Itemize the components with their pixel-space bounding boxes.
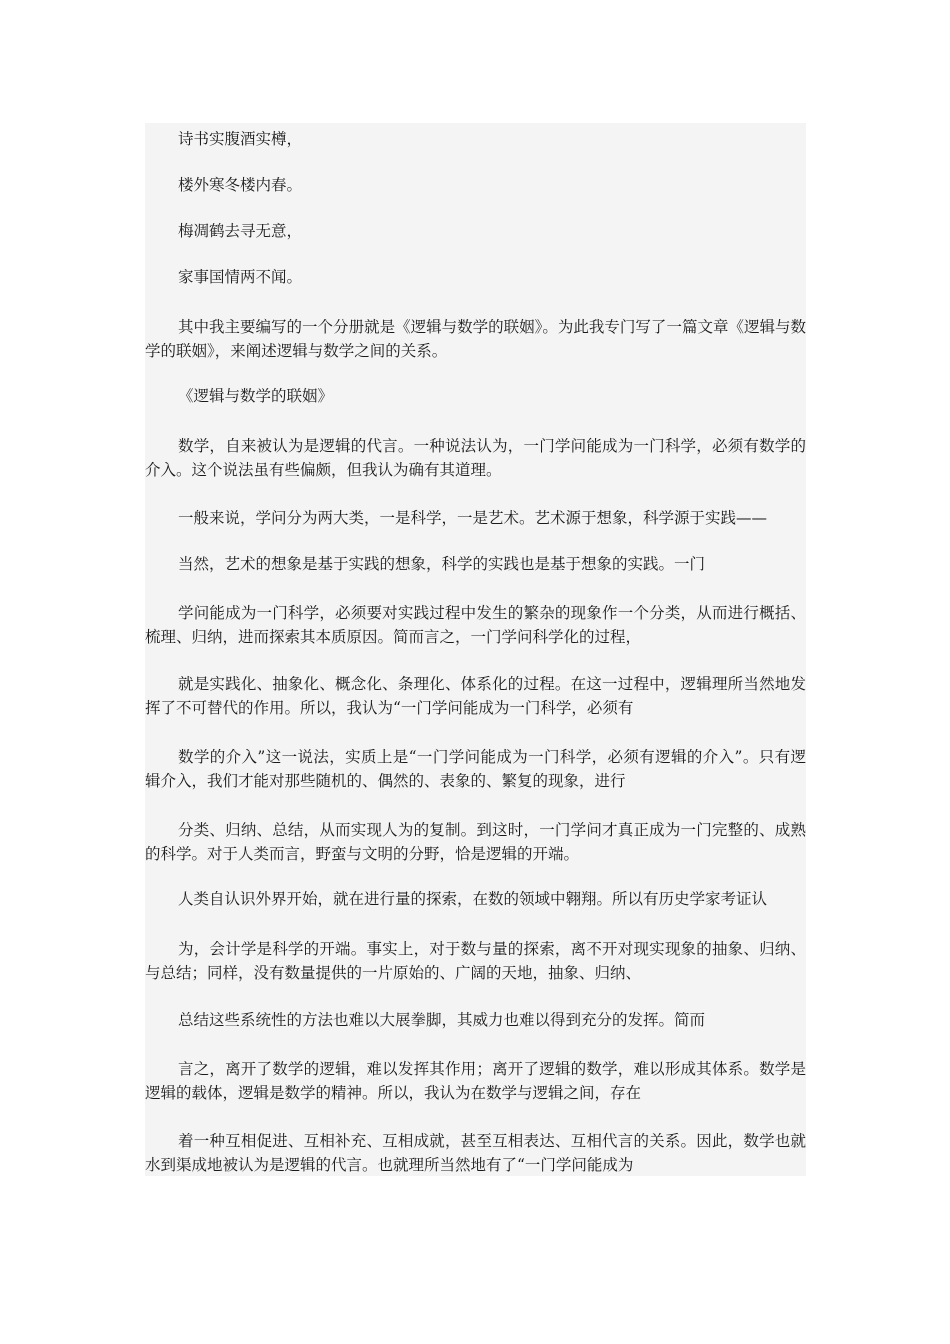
poem-line-3: 梅凋鹤去寻无意， [178,222,303,240]
paragraph: 当然，艺术的想象是基于实践的想象，科学的实践也是基于想象的实践。一门 [178,555,706,573]
paragraph: 人类自认识外界开始，就在进行量的探索，在数的领域中翱翔。所以有历史学家考证认 [178,890,768,908]
paragraph: 分类、归纳、总结，从而实现人为的复制。到这时，一门学问才真正成为一门完整的、成熟的科学。对于人类而言，野蛮与文明的分野，恰是逻辑的开端。 [145,821,806,863]
article-title: 《逻辑与数学的联姻》 [178,387,334,405]
paragraph: 就是实践化、抽象化、概念化、条理化、体系化的过程。在这一过程中，逻辑理所当然地发挥了不可替代的作用。所以，我认为“一门学问能成为一门科学，必须有 [145,675,806,717]
paragraph: 学问能成为一门科学，必须要对实践过程中发生的繁杂的现象作一个分类，从而进行概括、梳理、归纳，进而探索其本质原因。简而言之，一门学问科学化的过程， [145,604,806,646]
paragraph: 一般来说，学问分为两大类，一是科学，一是艺术。艺术源于想象，科学源于实践—— [178,509,768,527]
paragraph: 总结这些系统性的方法也难以大展拳脚，其威力也难以得到充分的发挥。简而 [178,1011,706,1029]
poem-line-1: 诗书实腹酒实樽， [178,130,303,148]
paragraph: 数学的介入”这一说法，实质上是“一门学问能成为一门科学，必须有逻辑的介入”。只有逻辑介入，我们才能对那些随机的、偶然的、表象的、繁复的现象，进行 [145,748,806,790]
paragraph: 为，会计学是科学的开端。事实上，对于数与量的探索，离不开对现实现象的抽象、归纳、与总结；同样，没有数量提供的一片原始的、广阔的天地，抽象、归纳、 [145,940,806,982]
paragraph: 数学，自来被认为是逻辑的代言。一种说法认为，一门学问能成为一门科学，必须有数学的介入。这个说法虽有些偏颇，但我认为确有其道理。 [145,437,806,479]
poem-line-4: 家事国情两不闻。 [178,268,303,286]
paragraph-intro: 其中我主要编写的一个分册就是《逻辑与数学的联姻》。为此我专门写了一篇文章《逻辑与数学的联姻》，来阐述逻辑与数学之间的关系。 [145,318,806,360]
poem-line-2: 楼外寒冬楼内春。 [178,176,303,194]
paragraph: 着一种互相促进、互相补充、互相成就，甚至互相表达、互相代言的关系。因此，数学也就水到渠成地被认为是逻辑的代言。也就理所当然地有了“一门学问能成为 [145,1132,806,1174]
paragraph: 言之，离开了数学的逻辑，难以发挥其作用；离开了逻辑的数学，难以形成其体系。数学是逻辑的载体，逻辑是数学的精神。所以，我认为在数学与逻辑之间，存在 [145,1060,806,1102]
